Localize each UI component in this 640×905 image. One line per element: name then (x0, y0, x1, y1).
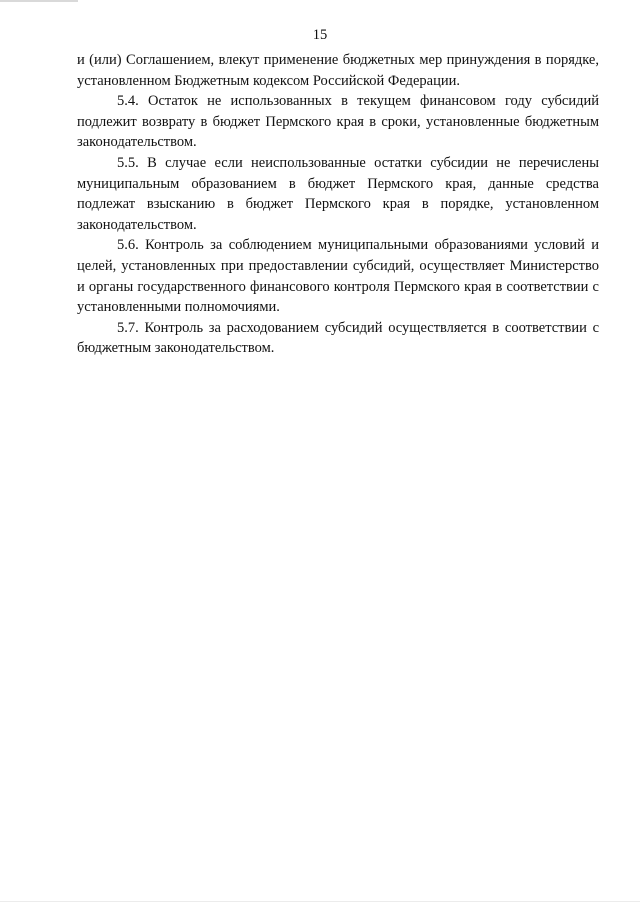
paragraph-5-4: 5.4. Остаток не использованных в текущем финансовом году субсидий подлежит возврату в бюджет Пермского края в сроки, установленные бюджетным законодательством. (77, 93, 599, 151)
scan-edge-mark (0, 0, 78, 2)
page-number: 15 (312, 27, 328, 43)
paragraph-5-7: 5.7. Контроль за расходованием субсидий осуществляется в соответствии с бюджетным законодательством. (77, 319, 599, 357)
scan-bottom-edge (0, 901, 640, 902)
paragraph-5-6: 5.6. Контроль за соблюдением муниципальными образованиями условий и целей, установленных при предоставлении субсидий, осуществляет Министерство и органы государственного финансового контроля Пермского края в соответствии с установленными полномочиями. (77, 237, 599, 316)
paragraph-5-5: 5.5. В случае если неиспользованные остатки субсидии не перечислены муниципальным образованием в бюджет Пермского края, данные средства подлежат взысканию в бюджет Пермского края в порядке, установленном законодательством. (77, 154, 599, 233)
document-body (77, 50, 599, 359)
paragraph-continuation: и (или) Соглашением, влекут применение бюджетных мер принуждения в порядке, установленном Бюджетным кодексом Российской Федерации. (77, 52, 599, 89)
